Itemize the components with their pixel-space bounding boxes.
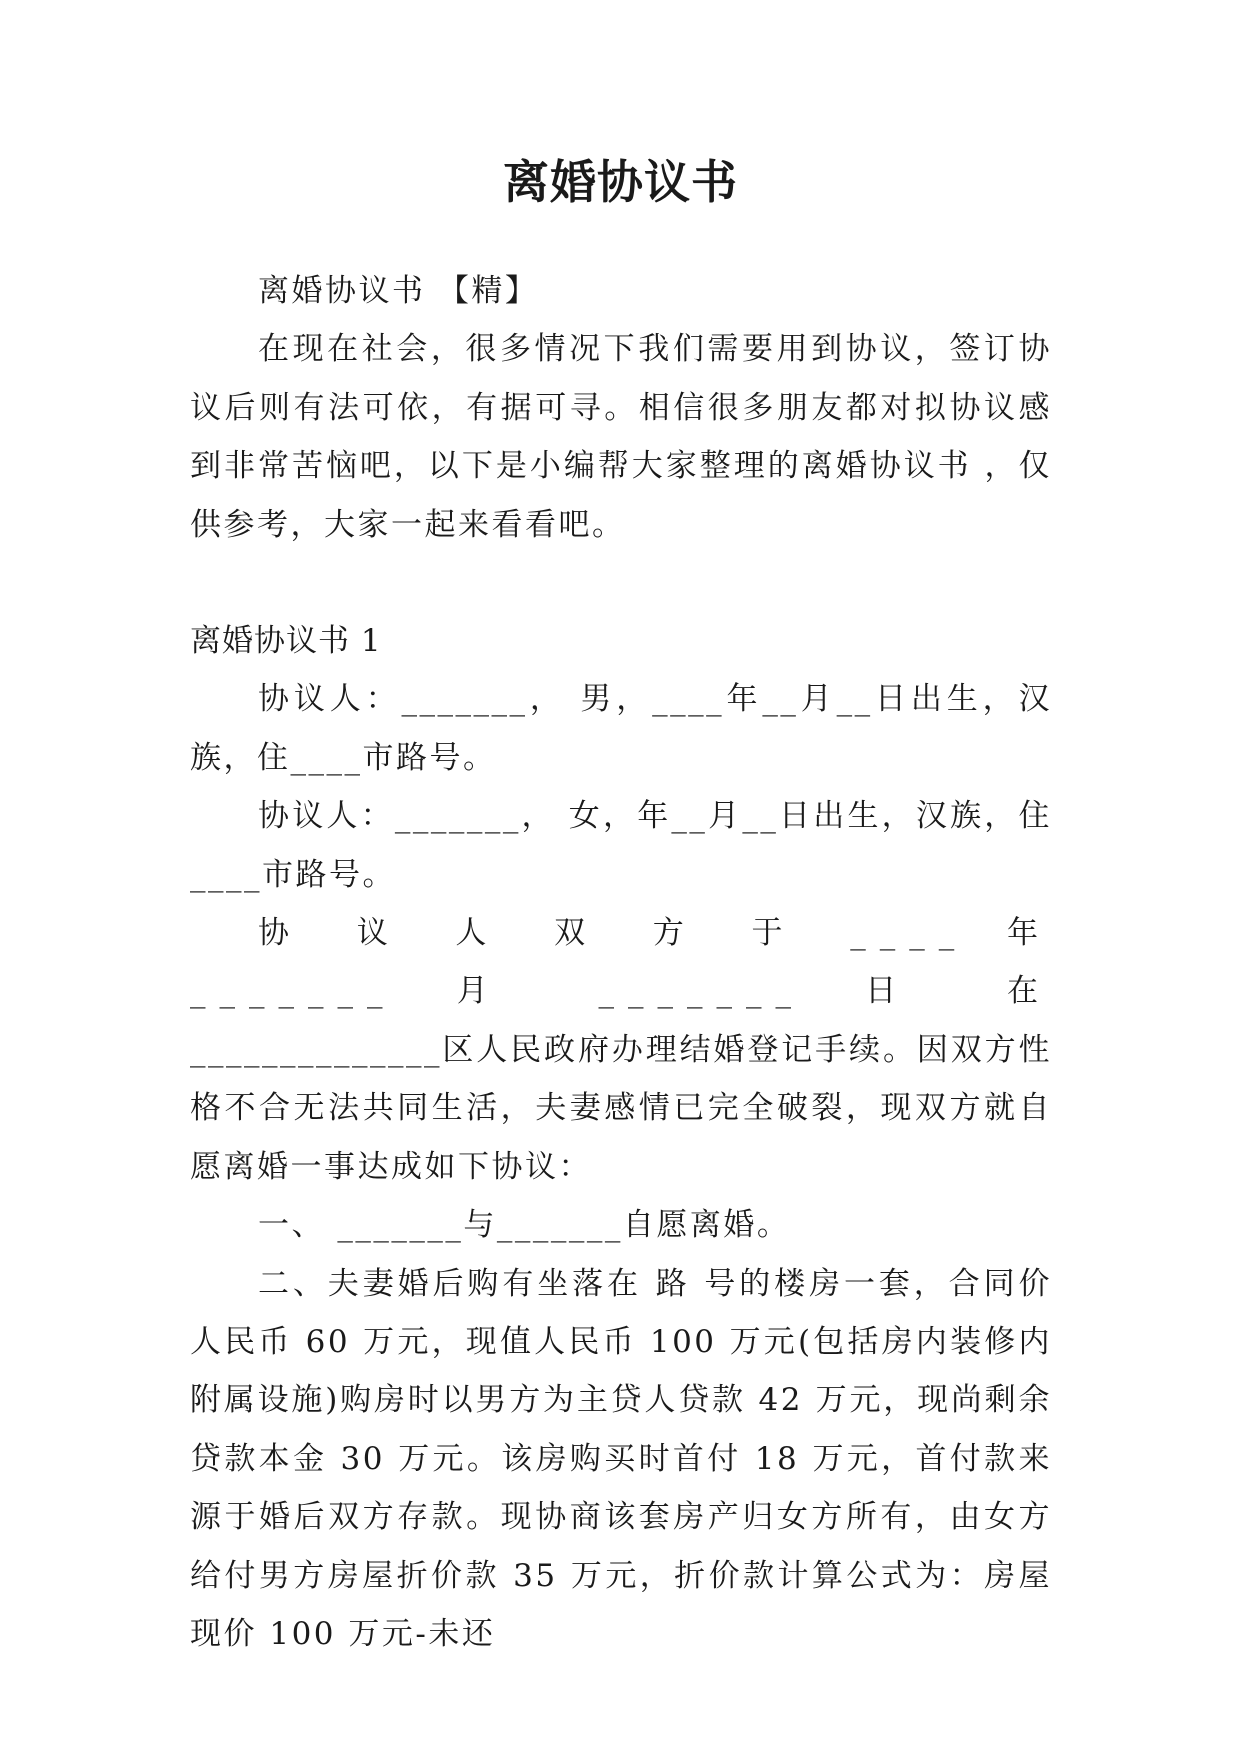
subtitle-paragraph: 离婚协议书 【精】 (258, 273, 539, 309)
intro-paragraph: 在现在社会，很多情况下我们需要用到协议，签订协议后则有法可依，有据可寻。相信很多朋友都对拟协议感到非常苦恼吧，以下是小编帮大家整理的离婚协议书 ，仅供参考，大家一起来看看吧。 (190, 331, 1052, 543)
marriage-registration-paragraph: ______________区人民政府办理结婚登记手续。因双方性格不合无法共同生活，夫妻感情已完全破裂，现双方就自愿离婚一事达成如下协议： (190, 1031, 1052, 1185)
paragraph-spacer (190, 554, 1052, 612)
party-two-paragraph: 协议人：_______， 女，年__月__日出生，汉族，住____市路号。 (190, 798, 1052, 893)
clause-two-paragraph: 二、夫妻婚后购有坐落在 路 号的楼房一套，合同价人民币 60 万元，现值人民币 100 万元(包括房内装修内附属设施)购房时以男方为主贷人贷款 42 万元，现尚剩余贷款本金 30 万元。该房购买时首付 18 万元，首付款来源于婚后双方存款。现协商该套房产归女方所有，由女方给付男方房屋折价款 35 万元，折价款计算公式为：房屋现价 100 万元-未还 (190, 1265, 1052, 1652)
party-one-paragraph: 协议人：_______， 男，____年__月__日出生，汉族，住____市路号。 (190, 681, 1052, 776)
marriage-date-line: 协 议 人 双 方 于 ____ 年 _______ 月 _______ 日 在 (190, 915, 1052, 1010)
document-body (190, 262, 1052, 1663)
section-heading: 离婚协议书 1 (190, 623, 382, 660)
document-title: 离婚协议书 (503, 155, 738, 209)
clause-one-paragraph: 一、 _______与_______自愿离婚。 (258, 1207, 791, 1244)
